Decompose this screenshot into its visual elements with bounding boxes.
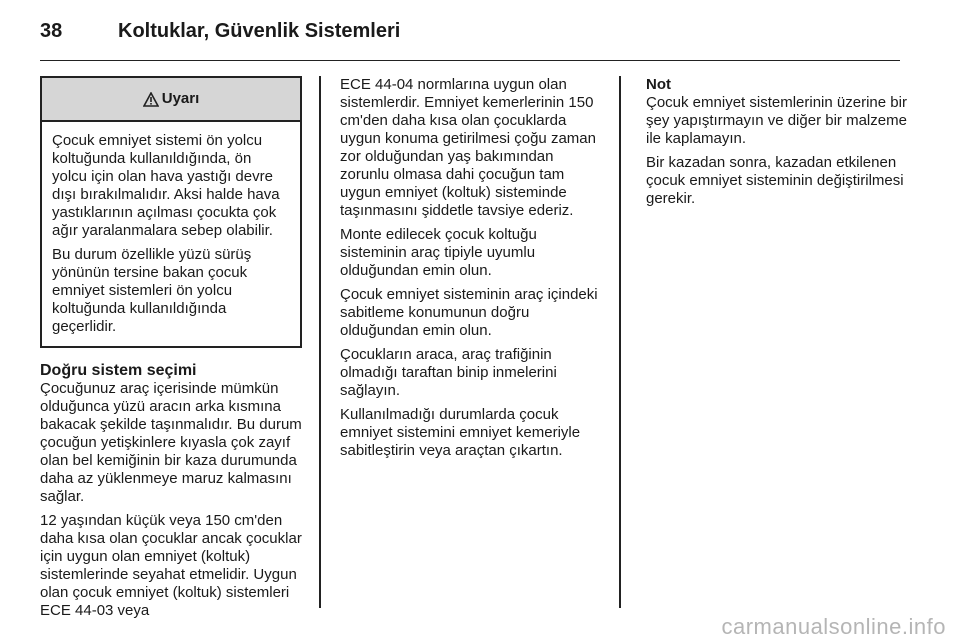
page-number: 38 — [40, 20, 63, 42]
body-paragraph: Kullanılmadığı durumlarda çocuk emniyet sistemini emniyet kemeriyle sabitleştirin veya araçtan çıkartın. — [340, 406, 581, 459]
warning-triangle-icon — [143, 92, 159, 107]
section-title: Doğru sistem seçimi — [40, 362, 197, 379]
page-title: Koltuklar, Güvenlik Sistemleri — [118, 20, 401, 42]
body-paragraph: Çocukların araca, araç trafiğinin olmadığı taraftan binip inmelerini sağlayın. — [340, 346, 557, 399]
column-divider — [619, 76, 621, 608]
warning-paragraph: Çocuk emniyet sistemi ön yolcu koltuğunda kullanıldığında, ön yolcu için olan hava yastığı devre dışı bırakılmalıdır. Aksi halde hava yastıklarının açılması çocukta çok ağır yaralanmalara sebep olabilir. — [52, 132, 280, 239]
watermark: carmanualsonline.info — [721, 614, 946, 639]
warning-paragraph: Bu durum özellikle yüzü sürüş yönünün tersine bakan çocuk emniyet sistemleri ön yolcu koltuğunda kullanıldığında geçerlidir. — [52, 246, 252, 335]
warning-body — [42, 122, 300, 346]
body-paragraph: ECE 44-04 normlarına uygun olan sistemlerdir. Emniyet kemerlerinin 150 cm'den daha kısa olan çocuklarda uygun konuma getirilmesi çoğu zaman zor olduğundan yaş bakımından zorunlu olmasa dahi çocuğun tam uygun emniyet (koltuk) sisteminde taşınmasını şiddetle tavsiye ederiz. — [340, 76, 596, 219]
section-paragraph: 12 yaşından küçük veya 150 cm'den daha kısa olan çocuklar ancak çocuklar için uygun olan emniyet (koltuk) sistemlerinde seyahat etmelidir. Uygun olan çocuk emniyet (koltuk) sistemleri ECE 44-03 veya — [40, 512, 302, 619]
column-right — [646, 76, 908, 214]
warning-box — [40, 76, 302, 348]
column-divider — [319, 76, 321, 608]
column-left — [40, 76, 302, 626]
body-paragraph: Çocuk emniyet sisteminin araç içindeki sabitleme konumunun doğru olduğundan emin olun. — [340, 286, 598, 339]
note-paragraph: Çocuk emniyet sistemlerinin üzerine bir şey yapıştırmayın ve diğer bir malzeme ile kaplamayın. — [646, 94, 907, 147]
note-title: Not — [646, 76, 671, 93]
column-middle — [340, 76, 606, 466]
note-paragraph: Bir kazadan sonra, kazadan etkilenen çocuk emniyet sisteminin değiştirilmesi gerekir. — [646, 154, 904, 207]
warning-header — [42, 78, 300, 122]
section-paragraph: Çocuğunuz araç içerisinde mümkün olduğunca yüzü aracın arka kısmına bakacak şekilde taşınmalıdır. Bu durum çocuğun yetişkinlere kıyasla çok zayıf olan bel kemiğinin bir kaza durumunda daha az yüklenmeye maruz kalmasını sağlar. — [40, 380, 302, 505]
page-header — [40, 14, 900, 61]
body-paragraph: Monte edilecek çocuk koltuğu sisteminin araç tipiyle uyumlu olduğundan emin olun. — [340, 226, 537, 279]
warning-title: Uyarı — [161, 90, 200, 107]
